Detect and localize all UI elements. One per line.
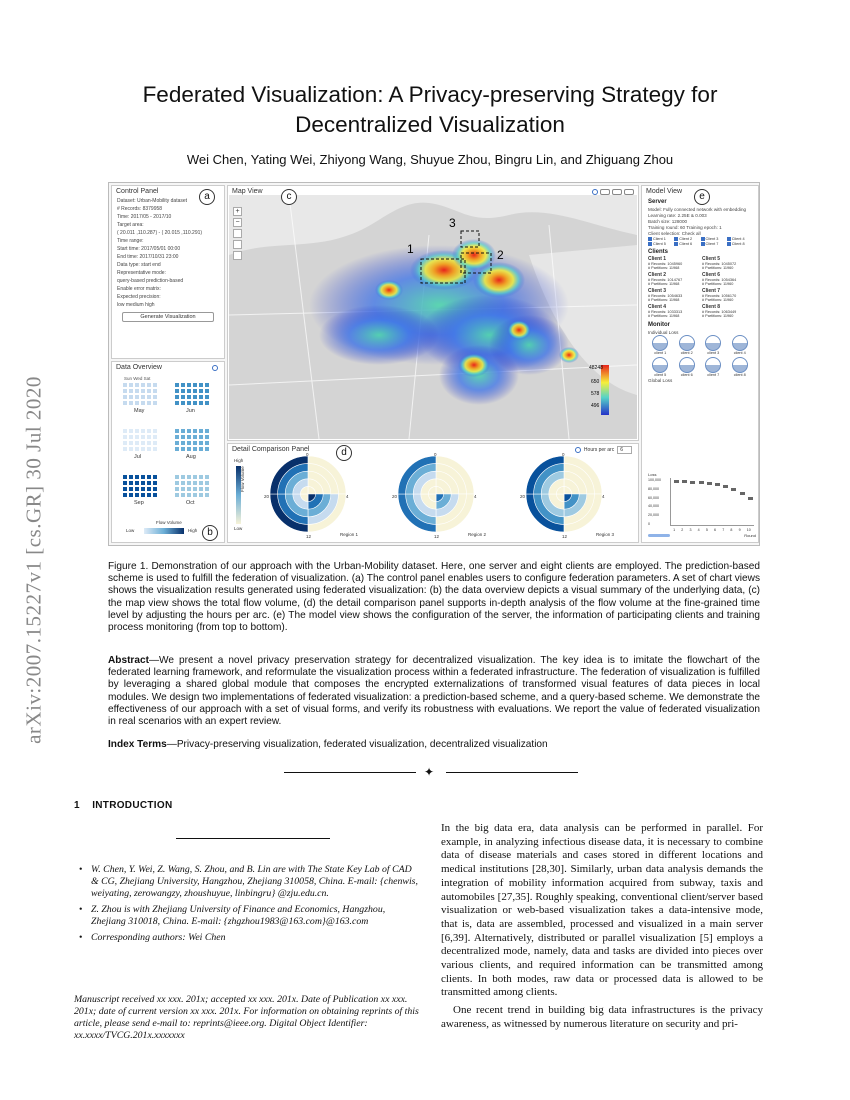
client-name: Client 3 <box>648 288 667 294</box>
global-loss-label: Global Loss <box>648 377 673 383</box>
server-config-line: Training round: 60 Training epoch: 1 <box>648 224 722 230</box>
loss-gauge-label: client 6 <box>680 373 693 377</box>
loss-gauge-icon <box>732 335 748 351</box>
arxiv-identifier: arXiv:2007.15227v1 [cs.GR] 30 Jul 2020 <box>21 376 46 744</box>
client-records: # Records: 1054633 <box>648 294 683 298</box>
loss-gauge-label: client 5 <box>654 373 667 377</box>
client-checkbox[interactable] <box>727 237 752 241</box>
heatmap-map[interactable] <box>229 195 637 439</box>
client-records: # Records: 1063449 <box>702 310 737 314</box>
control-setting-line: low medium high <box>117 302 155 308</box>
loss-y-tick: 80,000 <box>648 486 659 491</box>
paper-title: Federated Visualization: A Privacy-preserving Strategy for Decentralized Visualization <box>142 82 718 137</box>
divider-left <box>284 772 416 773</box>
client-partitions: # Partitions: 11968 <box>648 314 680 318</box>
calendar-month-label: Jul <box>134 454 142 460</box>
global-loss-box[interactable] <box>699 481 704 484</box>
client-partitions: # Partitions: 11968 <box>648 266 680 270</box>
radial-tick-label: 20 <box>520 494 526 499</box>
model-view-panel <box>641 185 759 543</box>
client-records: # Records: 1033313 <box>648 310 683 314</box>
checkbox-label: Client 7 <box>705 242 719 246</box>
checkbox-label: Client 5 <box>653 242 666 246</box>
server-config-line: Learning rate: 2.25E & 0.003 <box>648 212 707 218</box>
server-config-line: Batch size: 128000 <box>648 218 688 224</box>
client-card[interactable] <box>702 256 752 270</box>
individual-loss-gauges <box>642 335 758 377</box>
client-checkbox[interactable] <box>648 237 673 241</box>
checkbox-label: Client 4 <box>731 237 745 241</box>
client-checkbox[interactable] <box>674 242 699 246</box>
radial-tick-label: 20 <box>392 494 398 499</box>
global-loss-box[interactable] <box>723 485 728 488</box>
radial-tick-label: 20 <box>264 494 270 499</box>
global-loss-box[interactable] <box>690 481 695 484</box>
calendar-day-cell[interactable] <box>204 400 210 406</box>
loss-gauge-icon <box>652 357 668 373</box>
loss-gauge-icon <box>705 357 721 373</box>
global-loss-box[interactable] <box>682 480 687 483</box>
author-list: Wei Chen, Yating Wei, Zhiyong Wang, Shuyue Zhou, Bingru Lin, and Zhiguang Zhou <box>186 152 674 167</box>
calendar-month <box>174 474 210 498</box>
control-setting-line: query-based prediction-based <box>117 278 184 284</box>
radial-tick-label: 12 <box>306 534 312 539</box>
calendar-day-cell[interactable] <box>152 400 158 406</box>
checkbox-checked-icon[interactable] <box>701 237 705 241</box>
loss-x-tick: 6 <box>714 528 717 532</box>
client-checkbox[interactable] <box>701 237 726 241</box>
client-name: Client 5 <box>702 256 721 262</box>
calendar-month-label: Aug <box>186 454 196 460</box>
control-setting-line: Time range: <box>117 238 144 244</box>
introduction-text <box>441 822 763 1032</box>
client-name: Client 1 <box>648 256 667 262</box>
teaser-figure <box>108 182 760 546</box>
intro-paragraph-2: One recent trend in building big data infrastructures is the privacy awareness, as witnessed by numerous literature on security and pri- <box>441 1004 763 1030</box>
radial-tick-label: 0 <box>434 452 437 457</box>
calendar-month <box>174 428 210 452</box>
control-setting-line: Data type: start end <box>117 262 161 268</box>
client-partitions: # Partitions: 11960 <box>702 298 734 302</box>
client-checkboxes <box>642 236 758 247</box>
client-checkbox[interactable] <box>648 242 673 246</box>
calendar-day-cell[interactable] <box>204 492 210 498</box>
radial-tick-label: 0 <box>562 452 565 457</box>
client-checkbox[interactable] <box>701 242 726 246</box>
footnote-rule <box>176 838 330 839</box>
client-name: Client 8 <box>702 304 721 310</box>
loss-gauge[interactable] <box>648 357 673 377</box>
legend-value: 48248 <box>589 365 603 371</box>
data-overview-panel: Data Overview Sun Wed Sat May Jun Jul Aug Sep Oct Flow Volume Low High <box>111 361 225 543</box>
control-panel-settings <box>112 197 224 309</box>
loss-gauge-label: client 7 <box>707 373 720 377</box>
brush-icon[interactable] <box>233 251 242 260</box>
client-card[interactable] <box>702 304 752 318</box>
hours-per-arc-select[interactable]: 6 <box>617 446 632 454</box>
calendar-month <box>122 382 158 406</box>
radial-tick-label: 12 <box>562 534 568 539</box>
loss-gauge[interactable] <box>675 335 700 355</box>
global-loss-box[interactable] <box>674 480 679 483</box>
round-slider[interactable] <box>648 534 670 537</box>
loss-gauge[interactable] <box>648 335 673 355</box>
control-setting-line: Expected precision: <box>117 294 161 300</box>
flow-volume-legend-title: Flow Volume <box>156 520 182 525</box>
global-loss-box[interactable] <box>715 483 720 486</box>
control-setting-line: Representative mode: <box>117 270 166 276</box>
map-zoom-controls <box>233 207 242 260</box>
client-partitions: # Partitions: 11960 <box>702 282 734 286</box>
control-setting-line: End time: 2017/10/31 23:00 <box>117 254 179 260</box>
loss-x-tick: 3 <box>689 528 692 532</box>
loss-gauge[interactable] <box>701 335 726 355</box>
control-setting-line: ( 20.011 ,110.287) - ( 20.015 ,110.291) <box>117 230 203 236</box>
control-setting-line: Time: 2017/05 - 2017/10 <box>117 214 172 220</box>
radial-tick-label: 4 <box>602 494 605 499</box>
loss-gauge[interactable] <box>728 357 753 377</box>
client-records: # Records: 1014767 <box>648 278 683 282</box>
legend-value: 650 <box>591 379 600 385</box>
client-records: # Records: 1056170 <box>702 294 737 298</box>
calendar-month <box>174 382 210 406</box>
loss-x-tick: 9 <box>738 528 741 532</box>
client-card[interactable] <box>648 256 698 270</box>
footnote-corresponding: • Corresponding authors: Wei Chen <box>74 932 420 944</box>
loss-gauge-label: client 1 <box>654 351 667 355</box>
loss-gauge-label: client 4 <box>733 351 746 355</box>
loss-gauge-icon <box>732 357 748 373</box>
clients-heading: Clients <box>648 249 669 255</box>
loss-gauge[interactable] <box>675 357 700 377</box>
loss-gauge-label: client 2 <box>680 351 693 355</box>
radial-tick-label: 12 <box>434 534 440 539</box>
legend-value: 496 <box>591 403 600 409</box>
checkbox-checked-icon[interactable] <box>727 237 731 241</box>
calendar-day-cell[interactable] <box>152 446 158 452</box>
global-loss-box[interactable] <box>707 482 712 485</box>
calendar-month-label: May <box>134 408 145 414</box>
client-name: Client 2 <box>648 272 667 278</box>
footnote-affiliation-1: • W. Chen, Y. Wei, Z. Wang, S. Zhou, and B. Lin are with The State Key Lab of CAD & CG, Zhejiang University, Hangzhou, Zhejiang 310058, China. E-mail: {chenwis, weiyating, zerowangzy, zhoushuyue, linbingru} @zju.edu.cn. <box>74 864 420 900</box>
client-records: # Records: 1054364 <box>702 278 737 282</box>
server-heading: Server <box>648 199 667 205</box>
panel-label-d: d <box>336 445 352 461</box>
client-cards <box>642 256 758 320</box>
client-card[interactable] <box>648 304 698 318</box>
region-label: Region 1 <box>340 532 359 537</box>
map-legend-bar <box>601 365 609 415</box>
calendar-month <box>122 428 158 452</box>
calendar-day-cell[interactable] <box>152 492 158 498</box>
legend-value: 578 <box>591 391 600 397</box>
loss-gauge-icon <box>679 357 695 373</box>
panel-label-e: e <box>694 189 710 205</box>
control-setting-line: # Records: 8379958 <box>117 206 163 212</box>
client-name: Client 6 <box>702 272 721 278</box>
loss-x-tick: 4 <box>697 528 700 532</box>
map-view-title: Map View <box>232 188 263 195</box>
abstract: Abstract—We present a novel privacy preservation strategy for decentralized visualization. The key idea is to imitate the flowchart of the federated learning framework, and reformulate the visualization process within a federated infrastructure. The federation of visualization is fulfilled by leveraging a shared global module that composes the encrypted externalizations of transformed visual features of data pieces in local modules. We design two implementations of federated visualization: a prediction-based scheme, and a query-based scheme. We demonstrate the effectiveness of our approach with a set of visual forms, and verify its robustness with evaluations. We report the value of federated visualization in real scenarios with an expert review. <box>108 655 760 728</box>
client-name: Client 4 <box>648 304 667 310</box>
loss-gauge-label: client 3 <box>707 351 720 355</box>
loss-y-tick: 100,000 <box>648 478 661 482</box>
loss-y-tick: 20,000 <box>648 513 659 518</box>
footnotes <box>74 864 420 948</box>
loss-gauge-label: client 8 <box>733 373 746 377</box>
checkbox-checked-icon[interactable] <box>674 237 678 241</box>
checkbox-checked-icon[interactable] <box>648 242 652 246</box>
radial-tick-label: 0 <box>306 452 309 457</box>
server-config-line: Model: Fully connected network with embedding <box>648 206 747 212</box>
section-heading: 1 INTRODUCTION <box>74 800 173 811</box>
loss-gauge[interactable] <box>701 357 726 377</box>
loss-y-tick: 60,000 <box>648 495 659 500</box>
calendar-month-label: Sep <box>134 500 144 506</box>
data-overview-title: Data Overview <box>116 364 162 371</box>
checkbox-checked-icon[interactable] <box>674 242 678 246</box>
loss-x-tick: 7 <box>722 528 725 532</box>
control-setting-line: Start time: 2017/05/01 00:00 <box>117 246 181 252</box>
loss-gauge-icon <box>652 335 668 351</box>
marker-3: 3 <box>449 216 456 230</box>
figure-caption: Figure 1. Demonstration of our approach with the Urban-Mobility dataset. Here, one server and eight clients are employed. The prediction-based scheme is used to fulfill the federation of visualization. (a) The control panel enables users to configure federation parameters. A set of chart views shows the visualization results generated using federated visualization: (b) the data overview depicts a visual summary of the underlying data, (c) the map view shows the total flow volume, (d) the detail comparison panel supports in-depth analysis of the flow volume at the fine-grained time level by adjusting the hours per arc. (e) The model view shows the configuration of the server, the information of participating clients and training process monitoring (from top to bottom). <box>108 561 760 634</box>
panel-label-a: a <box>199 189 215 205</box>
client-records: # Records: 1045072 <box>702 262 737 266</box>
zoom-out-icon[interactable]: − <box>233 218 242 227</box>
region-label: Region 3 <box>596 532 615 537</box>
individual-loss-label: Individual Loss <box>648 329 679 335</box>
client-card[interactable] <box>702 288 752 302</box>
client-partitions: # Partitions: 11960 <box>702 266 734 270</box>
loss-x-tick: 10 <box>746 528 751 532</box>
calendar-month-label: Oct <box>186 500 195 506</box>
checkbox-label: Client 3 <box>705 237 719 241</box>
control-setting-line: Enable error matrix: <box>117 286 161 292</box>
divider-right <box>446 772 578 773</box>
detail-panel-title: Detail Comparison Panel <box>232 446 310 453</box>
global-loss-chart: Loss 100,000 80,000 60,000 40,000 20,000 0 1 2 3 4 5 6 7 8 9 10 Round <box>648 472 756 538</box>
client-records: # Records: 1045960 <box>648 262 683 266</box>
loss-x-tick: 8 <box>730 528 733 532</box>
global-loss-box[interactable] <box>731 488 736 491</box>
radial-tick-label: 4 <box>474 494 477 499</box>
marker-2: 2 <box>497 248 504 262</box>
global-loss-box[interactable] <box>748 497 753 500</box>
control-panel <box>111 185 225 359</box>
checkbox-label: Client 6 <box>679 242 693 246</box>
checkbox-checked-icon[interactable] <box>701 242 705 246</box>
loss-gauge[interactable] <box>728 335 753 355</box>
control-setting-line: Target area: <box>117 222 144 228</box>
detail-comparison-panel: Detail Comparison Panel Hours per arc 6 High Flow Volume Low Region 1 0 4 12 20 Region 2 0 4 12 20 Region 3 0 4 12 20 <box>227 443 639 543</box>
zoom-in-icon[interactable]: + <box>233 207 242 216</box>
client-name: Client 7 <box>702 288 721 294</box>
region-label: Region 2 <box>468 532 487 537</box>
checkbox-label: Client 2 <box>679 237 693 241</box>
loss-y-tick: 0 <box>648 521 650 526</box>
calendar-month-label: Jun <box>186 408 195 414</box>
checkbox-label: Client 8 <box>731 242 745 246</box>
monitor-heading: Monitor <box>648 322 670 328</box>
panel-label-c: c <box>281 189 297 205</box>
loss-x-tick: 2 <box>681 528 684 532</box>
divider-ornament: ✦ <box>424 765 435 779</box>
info-icon[interactable] <box>212 365 218 371</box>
marker-1: 1 <box>407 242 414 256</box>
select-icon[interactable] <box>233 240 242 249</box>
calendar-month <box>122 474 158 498</box>
client-card[interactable] <box>648 288 698 302</box>
layers-icon[interactable] <box>233 229 242 238</box>
client-card[interactable] <box>702 272 752 286</box>
flow-volume-legend-bar <box>144 528 184 534</box>
radial-tick-label: 4 <box>346 494 349 499</box>
client-checkbox[interactable] <box>674 237 699 241</box>
loss-y-tick: 40,000 <box>648 504 659 509</box>
loss-x-tick: 1 <box>673 528 676 532</box>
client-card[interactable] <box>648 272 698 286</box>
loss-x-tick: 5 <box>705 528 708 532</box>
manuscript-info: Manuscript received xx xxx. 201x; accepted xx xxx. 201x. Date of Publication xx xxx. 201x; date of current version xx xxx. 201x. For information on obtaining reprints of this article, please send e-mail to: reprints@ieee.org. Digital Object Identifier: xx.xxxx/TVCG.201x.xxxxxxx <box>74 994 419 1041</box>
index-terms: Index Terms—Privacy-preserving visualization, federated visualization, decentralized visualization <box>108 739 548 750</box>
server-config <box>642 206 758 236</box>
control-setting-line: Dataset: Urban-Mobility dataset <box>117 198 188 204</box>
footnote-affiliation-2: • Z. Zhou is with Zhejiang University of Finance and Economics, Hangzhou, Zhejiang 310018, China. E-mail: {zhgzhou1983@163.com}@163.com <box>74 904 420 928</box>
generate-visualization-button[interactable]: Generate Visualization <box>122 312 214 322</box>
model-view-title: Model View <box>646 188 683 195</box>
checkbox-checked-icon[interactable] <box>727 242 731 246</box>
heatmap-svg <box>229 195 637 439</box>
checkbox-label: Client 1 <box>653 237 666 241</box>
client-partitions: # Partitions: 11968 <box>648 282 680 286</box>
global-loss-box[interactable] <box>740 492 745 495</box>
control-panel-title: Control Panel <box>116 188 159 195</box>
calendar-day-cell[interactable] <box>204 446 210 452</box>
client-partitions: # Partitions: 11960 <box>702 314 734 318</box>
server-config-line: Client selection: Check all <box>648 230 701 236</box>
intro-paragraph-1: In the big data era, data analysis can be performed in parallel. For example, in analyzing infectious disease data, it is necessary to combine data of disease materials and cases stored in different locations and medical institutions [28,30]. Similarly, urban data analysis demands the integration of mobility information acquired from subway, taxis and automobiles [27,35]. Roughly speaking, conventional client/server based visualization or web-based visualization takes a data-intensive mode, that is, data are assembled, processed and visualized in a main server [6,39]. Alternatively, distributed or parallel visualization [5] employs a decentralized mode, namely, data and tasks are divided into pieces over various clients, and required information can be transmitted among clients. In both modes, raw data or processed data is allowed to be transmitted among clients. <box>441 822 763 999</box>
client-partitions: # Partitions: 11968 <box>648 298 680 302</box>
loss-gauge-icon <box>705 335 721 351</box>
hours-per-arc-control: Hours per arc 6 <box>575 446 632 454</box>
panel-label-b: b <box>202 525 218 541</box>
checkbox-checked-icon[interactable] <box>648 237 652 241</box>
client-checkbox[interactable] <box>727 242 752 246</box>
loss-gauge-icon <box>679 335 695 351</box>
